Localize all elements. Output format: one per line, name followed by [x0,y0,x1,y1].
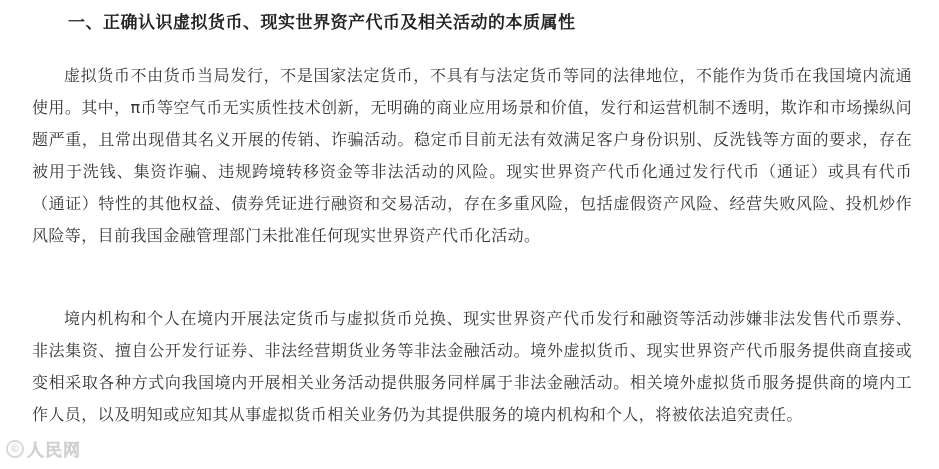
section-heading: 一、正确认识虚拟货币、现实世界资产代币及相关活动的本质属性 [68,13,576,33]
paragraph-2: 境内机构和个人在境内开展法定货币与虚拟货币兑换、现实世界资产代币发行和融资等活动涉嫌非法发售代币票券、非法集资、擅自公开发行证券、非法经营期货业务等非法金融活动。境外虚拟货币、现实世界资产代币服务提供商直接或变相采取各种方式向我国境内开展相关业务活动提供服务同样属于非法金融活动。相关境外虚拟货币服务提供商的境内工作人员，以及明知或应知其从事虚拟货币相关业务仍为其提供服务的境内机构和个人，将被依法追究责任。 [32,309,912,424]
watermark [6,436,81,461]
paragraph-1: 虚拟货币不由货币当局发行，不是国家法定货币，不具有与法定货币等同的法律地位，不能作为货币在我国境内流通使用。其中，π币等空气币无实质性技术创新，无明确的商业应用场景和价值，发行和运营机制不透明，欺诈和市场操纵问题严重，且常出现借其名义开展的传销、诈骗活动。稳定币目前无法有效满足客户身份识别、反洗钱等方面的要求，存在被用于洗钱、集资诈骗、违规跨境转移资金等非法活动的风险。现实世界资产代币化通过发行代币（通证）或具有代币（通证）特性的其他权益、债券凭证进行融资和交易活动，存在多重风险，包括虚假资产风险、经营失败风险、投机炒作风险等，目前我国金融管理部门未批准任何现实世界资产代币化活动。 [32,66,912,245]
watermark-text: 人民网 [27,441,81,461]
watermark-logo-icon: © [6,440,24,458]
